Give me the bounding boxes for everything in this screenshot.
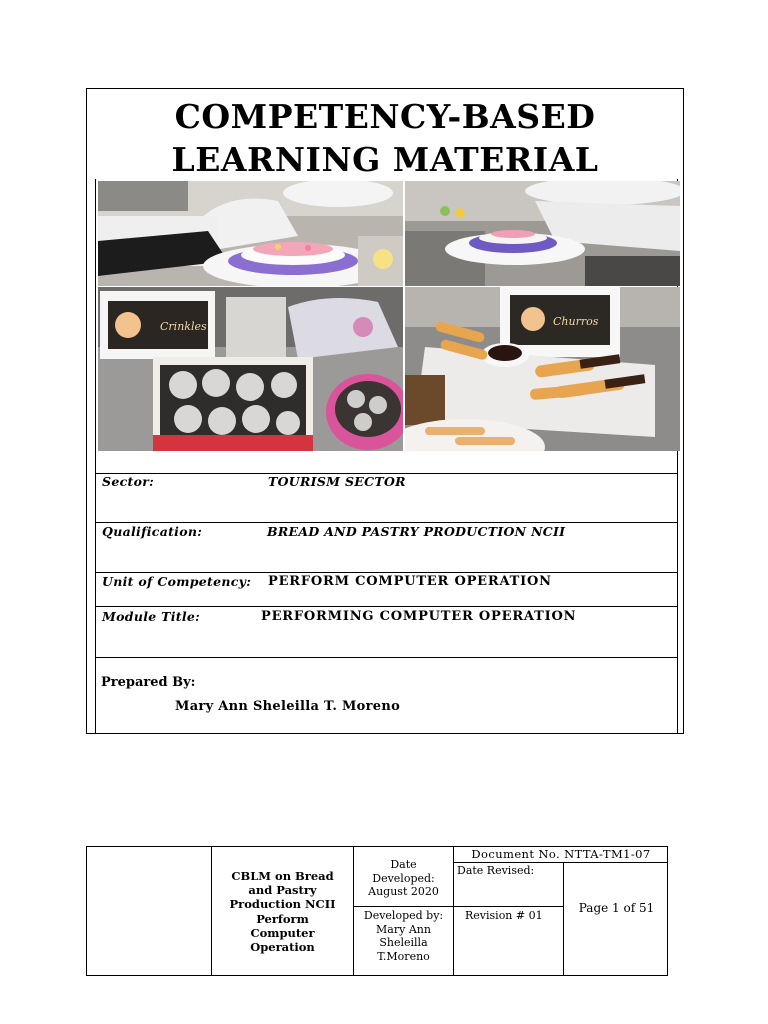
document-footer-table — [86, 846, 668, 976]
field-row-unit-of-competency — [95, 572, 678, 606]
footer-date-developed: Date Developed: August 2020 — [368, 858, 439, 898]
field-value-unit-of-competency: PERFORM COMPUTER OPERATION — [268, 574, 552, 589]
footer-developed-by: Developed by: Mary Ann Sheleilla T.Moreno — [363, 909, 444, 963]
footer-page-number: Page 1 of 51 — [578, 901, 655, 915]
field-row-qualification — [95, 522, 678, 572]
footer-cblm-title: CBLM on Bread and Pastry Production NCII Perform Computer Operation — [229, 869, 336, 955]
field-label-sector: Sector: — [102, 474, 155, 489]
photo-churros — [405, 287, 680, 451]
field-value-qualification: BREAD AND PASTRY PRODUCTION NCII — [267, 524, 566, 539]
churros-sign-text: Churros — [553, 315, 599, 328]
photo-collage — [98, 181, 680, 451]
title-line-2: LEARNING MATERIAL — [171, 140, 599, 179]
prepared-by-section — [95, 657, 678, 734]
field-label-unit-of-competency: Unit of Competency: — [102, 574, 252, 589]
photo-cake-decorating-left — [98, 181, 403, 286]
crinkles-sign-text: Crinkles — [160, 320, 207, 333]
field-row-sector — [95, 473, 678, 523]
footer-document-number: Document No. NTTA-TM1-07 — [471, 847, 651, 861]
photo-crinkles — [98, 287, 403, 451]
title-line-1: COMPETENCY-BASED — [174, 97, 596, 136]
field-label-module-title: Module Title: — [102, 609, 201, 624]
field-value-sector: TOURISM SECTOR — [268, 474, 406, 489]
footer-date-revised-label: Date Revised: — [457, 864, 535, 877]
prepared-by-name: Mary Ann Sheleilla T. Moreno — [175, 699, 401, 714]
field-label-qualification: Qualification: — [102, 524, 203, 539]
field-value-module-title: PERFORMING COMPUTER OPERATION — [261, 609, 577, 624]
photo-cake-decorating-right — [405, 181, 680, 286]
cover-page — [86, 88, 684, 734]
document-title — [87, 95, 683, 181]
footer-revision: Revision # 01 — [465, 909, 543, 922]
prepared-by-label: Prepared By: — [101, 675, 196, 690]
field-row-module-title — [95, 606, 678, 658]
